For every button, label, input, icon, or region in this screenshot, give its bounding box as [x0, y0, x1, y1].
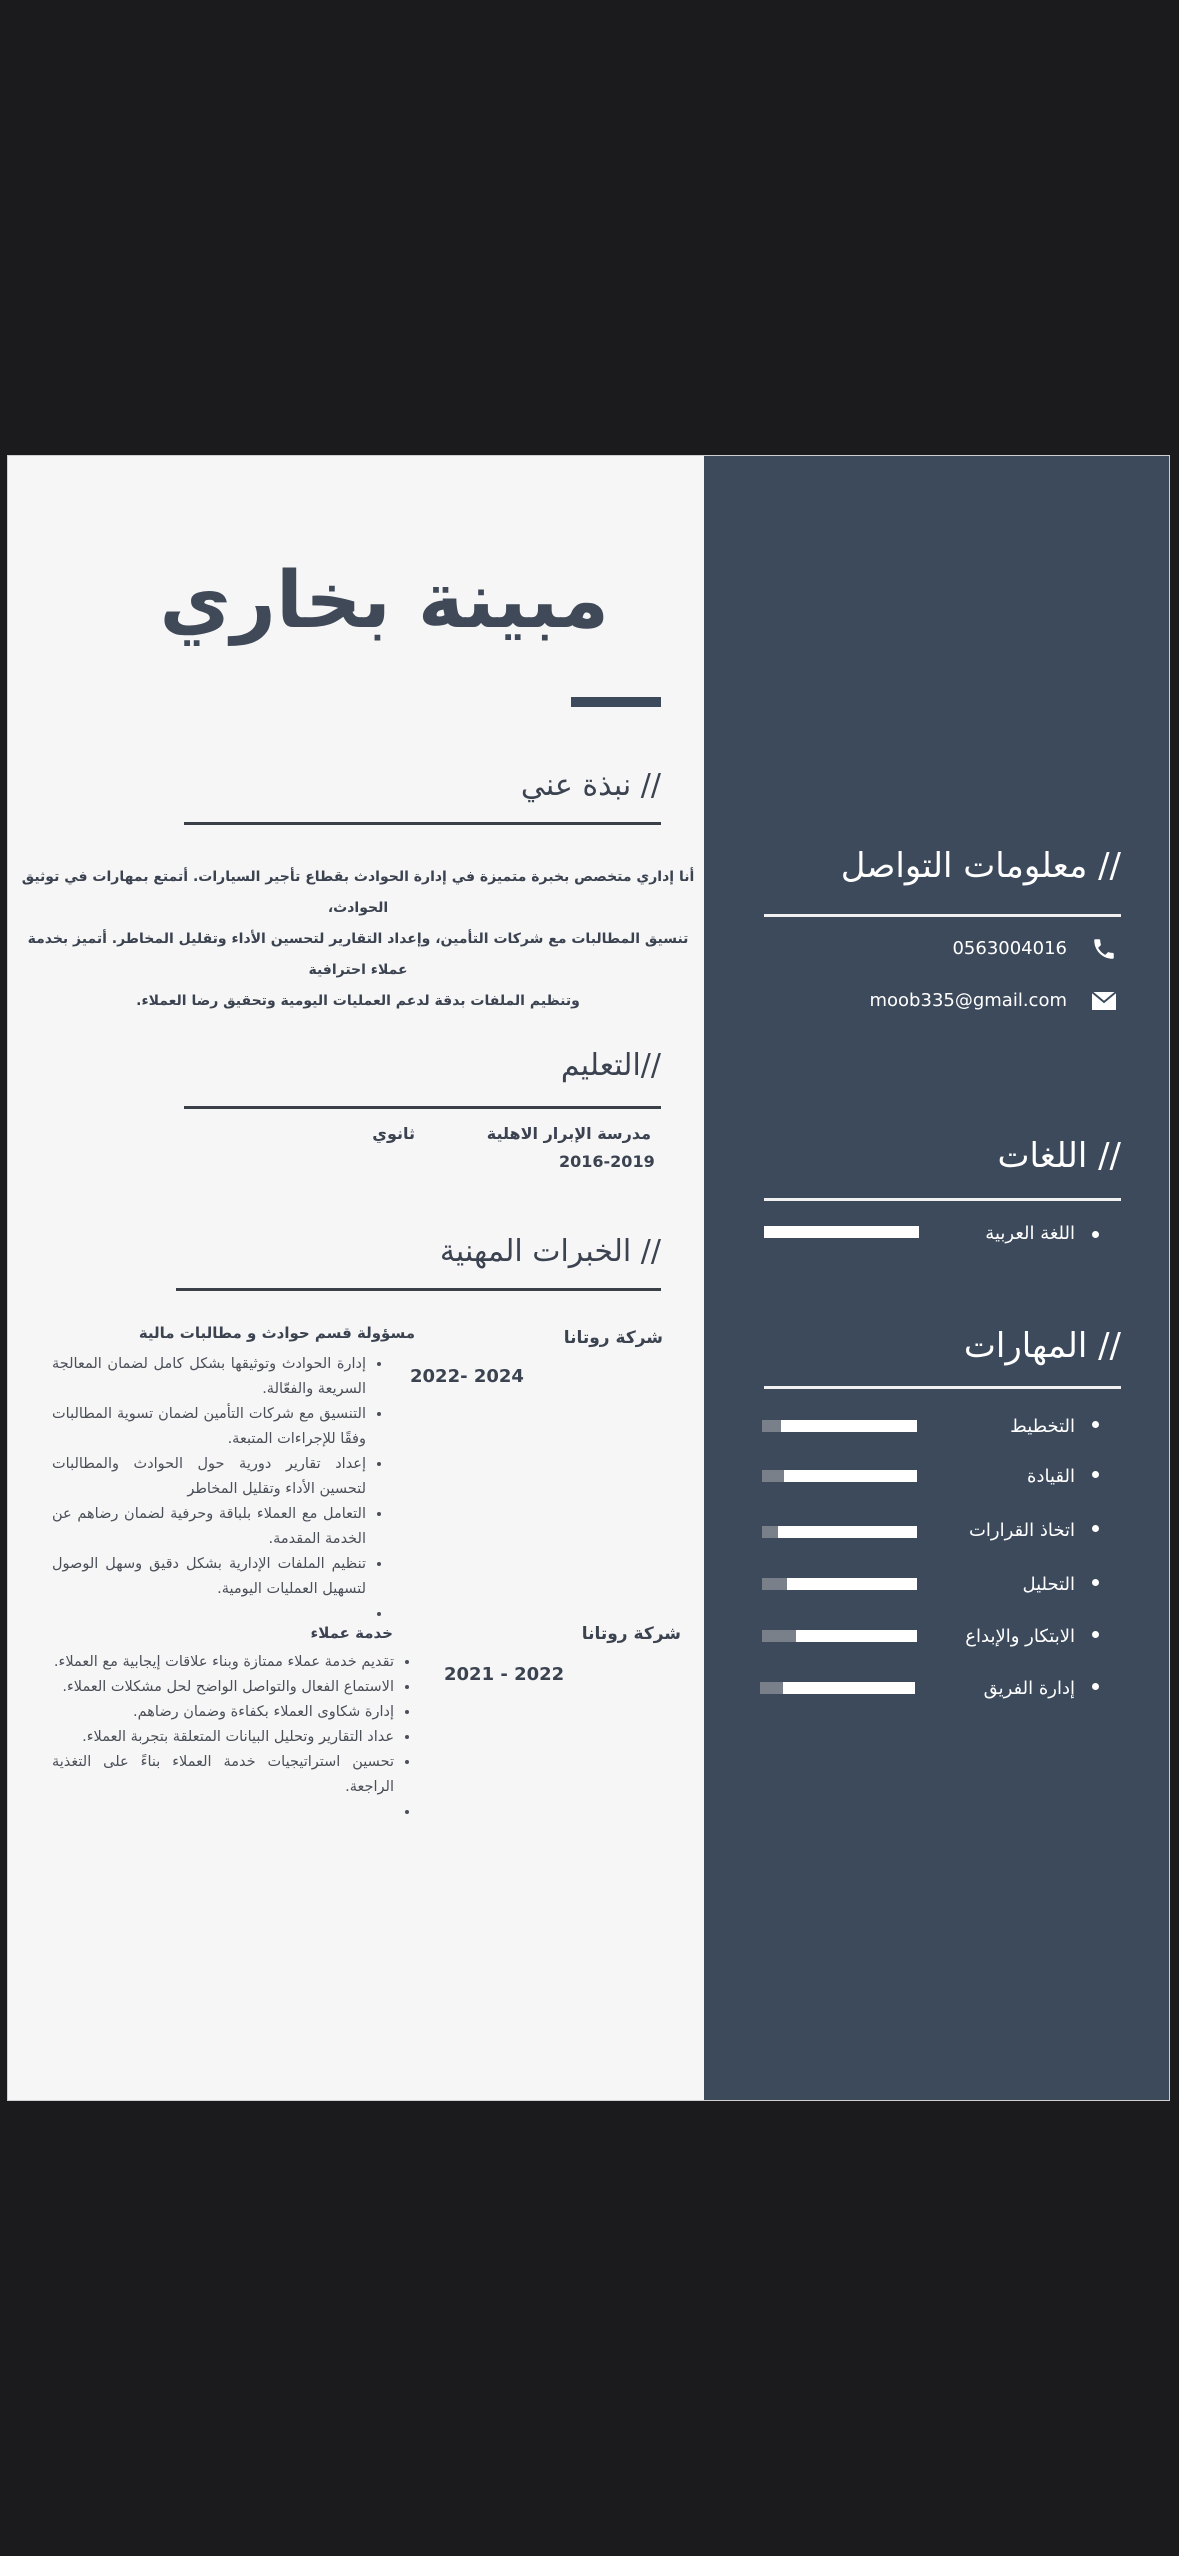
envelope-icon	[1091, 990, 1117, 1012]
duty-item: • الاستماع الفعال والتواصل الواضح لحل مشكلات العملاء.	[52, 1675, 394, 1700]
skill-label: التخطيط	[1010, 1416, 1075, 1437]
duty-item: • التنسيق مع شركات التأمين لضمان تسوية المطالبات وفقًا للإجراءات المتبعة.	[52, 1402, 366, 1452]
skill-item	[704, 1520, 1169, 1550]
languages-rule	[764, 1198, 1121, 1201]
job-company: شركة روتانا	[563, 1328, 663, 1348]
level-fill	[796, 1630, 917, 1642]
duty-item: • تحسين استراتيجيات خدمة العملاء بناءً على التغذية الراجعة.	[52, 1750, 394, 1800]
skill-label: الابتكار والإبداع	[965, 1626, 1075, 1647]
bullet	[1092, 1683, 1099, 1690]
contact-rule	[764, 914, 1121, 917]
job-duties	[52, 1650, 418, 1825]
job-dates: 2022- 2024	[410, 1366, 524, 1387]
job-dates: 2021 - 2022	[444, 1664, 565, 1685]
language-level-bar	[764, 1226, 919, 1238]
duty-item: • تنظيم الملفات الإدارية بشكل دقيق وسهل الوصول لتسهيل العمليات اليومية.	[52, 1552, 366, 1602]
language-item	[704, 1223, 1169, 1256]
duty-item: • إدارة شكاوى العملاء بكفاءة وضمان رضاهم.	[52, 1700, 394, 1725]
skills-heading: // المهارات	[963, 1326, 1121, 1366]
education-heading: //التعليم	[560, 1048, 661, 1083]
phone-number[interactable]: 0563004016	[952, 938, 1067, 959]
bullet	[1092, 1231, 1099, 1238]
skill-level-bar	[762, 1470, 917, 1482]
resume-page	[8, 456, 1169, 2100]
name-underline	[571, 697, 661, 707]
contact-heading: // معلومات التواصل	[840, 846, 1121, 886]
duty-item: • إعداد تقارير دورية حول الحوادث والمطالبات لتحسين الأداء وتقليل المخاطر	[52, 1452, 366, 1502]
about-line: أنا إداري متخصص بخبرة متميزة في إدارة الحوادث بقطاع تأجير السيارات. أتمتع بمهارات في توثيق الحوادث،	[21, 869, 695, 916]
duty-item: • تقديم خدمة عملاء ممتازة وبناء علاقات إيجابية مع العملاء.	[52, 1650, 394, 1675]
duty-item-empty	[52, 1800, 394, 1825]
skill-label: القيادة	[1027, 1466, 1075, 1487]
about-rule	[184, 822, 661, 825]
job-title: خدمة عملاء	[310, 1624, 393, 1642]
level-fill	[764, 1226, 919, 1238]
phone-icon	[1091, 936, 1117, 962]
skill-level-bar	[760, 1682, 915, 1694]
bullet	[1092, 1471, 1099, 1478]
skill-level-bar	[762, 1526, 917, 1538]
about-heading: // نبذة عني	[520, 768, 661, 803]
level-fill	[784, 1470, 917, 1482]
skill-item	[704, 1574, 1169, 1604]
education-years: 2016-2019	[559, 1152, 655, 1171]
bullet	[1092, 1421, 1099, 1428]
skill-level-bar	[762, 1578, 917, 1590]
bullet	[1092, 1579, 1099, 1586]
level-fill	[781, 1420, 917, 1432]
experience-rule	[176, 1288, 661, 1291]
school-name: مدرسة الإبرار الاهلية	[486, 1124, 651, 1143]
skill-level-bar	[762, 1420, 917, 1432]
sidebar	[704, 456, 1169, 2100]
level-fill	[787, 1578, 917, 1590]
skill-label: إدارة الفريق	[983, 1678, 1075, 1699]
job-company: شركة روتانا	[581, 1624, 681, 1644]
language-label: اللغة العربية	[985, 1223, 1075, 1244]
about-line: وتنظيم الملفات بدقة لدعم العمليات اليومية وتحقيق رضا العملاء.	[136, 993, 580, 1009]
skill-item	[704, 1678, 1169, 1708]
skill-item	[704, 1626, 1169, 1656]
email-address[interactable]: moob335@gmail.com	[869, 990, 1067, 1011]
about-line: تنسيق المطالبات مع شركات التأمين، وإعداد التقارير لتحسين الأداء وتقليل المخاطر. أتميز بخدمة عملاء احترافية	[27, 931, 689, 978]
skill-item	[704, 1416, 1169, 1446]
skill-level-bar	[762, 1630, 917, 1642]
level-fill	[783, 1682, 915, 1694]
candidate-name: مبينة بخاري	[159, 556, 609, 646]
languages-heading: // اللغات	[997, 1136, 1121, 1176]
education-rule	[184, 1106, 661, 1109]
education-level: ثانوي	[372, 1124, 415, 1143]
bullet	[1092, 1525, 1099, 1532]
duty-item: • عداد التقارير وتحليل البيانات المتعلقة بتجربة العملاء.	[52, 1725, 394, 1750]
experience-heading: // الخبرات المهنية	[439, 1234, 661, 1269]
duty-item: • إدارة الحوادث وتوثيقها بشكل كامل لضمان المعالجة السريعة والفعّالة.	[52, 1352, 366, 1402]
about-text	[8, 862, 708, 1017]
duty-item: • التعامل مع العملاء بلباقة وحرفية لضمان رضاهم عن الخدمة المقدمة.	[52, 1502, 366, 1552]
job-duties	[52, 1352, 390, 1627]
skill-label: اتخاذ القرارات	[968, 1520, 1075, 1541]
skills-rule	[764, 1386, 1121, 1389]
level-fill	[778, 1526, 918, 1538]
bullet	[1092, 1631, 1099, 1638]
skill-item	[704, 1466, 1169, 1496]
skill-label: التحليل	[1022, 1574, 1075, 1595]
job-title: مسؤولة قسم حوادث و مطالبات مالية	[138, 1324, 415, 1342]
